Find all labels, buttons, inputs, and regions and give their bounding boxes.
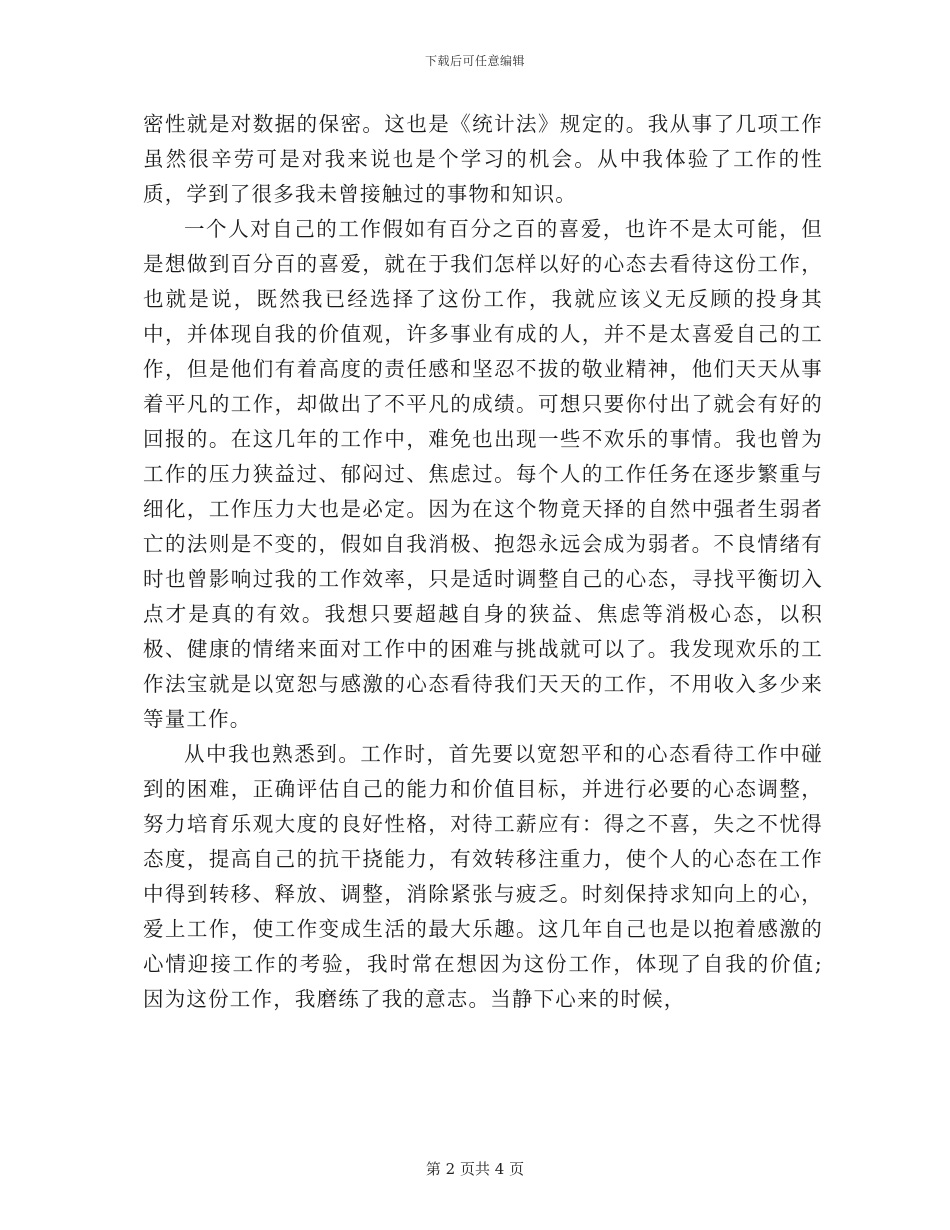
page-header: 下载后可任意编辑 (424, 54, 525, 68)
body-text (143, 107, 823, 1017)
paragraph-3: 从中我也熟悉到。工作时，首先要以宽恕平和的心态看待工作中碰到的困难，正确评估自己的能力和价值目标，并进行必要的心态调整，努力培育乐观大度的良好性格，对待工薪应有：得之不喜，失之不忧得态度，提高自己的抗干挠能力，有效转移注重力，使个人的心态在工作中得到转移、释放、调整，消除紧张与疲乏。时刻保持求知向上的心，爱上工作，使工作变成生活的最大乐趣。这几年自己也是以抱着感激的心情迎接工作的考验，我时常在想因为这份工作，体现了自我的价值;因为这份工作，我磨练了我的意志。当静下心来的时候， (143, 742, 823, 1011)
paragraph-2: 一个人对自己的工作假如有百分之百的喜爱，也许不是太可能，但是想做到百分百的喜爱，就在于我们怎样以好的心态去看待这份工作，也就是说，既然我已经选择了这份工作，我就应该义无反顾的投身其中，并体现自我的价值观，许多事业有成的人，并不是太喜爱自己的工作，但是他们有着高度的责任感和坚忍不拔的敬业精神，他们天天从事着平凡的工作，却做出了不平凡的成绩。可想只要你付出了就会有好的回报的。在这几年的工作中，难免也出现一些不欢乐的事情。我也曾为工作的压力狭益过、郁闷过、焦虑过。每个人的工作任务在逐步繁重与细化，工作压力大也是必定。因为在这个物竟天择的自然中强者生弱者亡的法则是不变的，假如自我消极、抱怨永远会成为弱者。不良情绪有时也曾影响过我的工作效率，只是适时调整自己的心态，寻找平衡切入点才是真的有效。我想只要超越自身的狭益、焦虑等消极心态，以积极、健康的情绪来面对工作中的困难与挑战就可以了。我发现欢乐的工作法宝就是以宽恕与感激的心态看待我们天天的工作，不用收入多少来等量工作。 (143, 217, 823, 731)
page-footer: 第 2 页共 4 页 (425, 1160, 525, 1178)
paragraph-1: 密性就是对数据的保密。这也是《统计法》规定的。我从事了几项工作虽然很辛劳可是对我来说也是个学习的机会。从中我体验了工作的性质，学到了很多我未曾接触过的事物和知识。 (143, 112, 823, 206)
